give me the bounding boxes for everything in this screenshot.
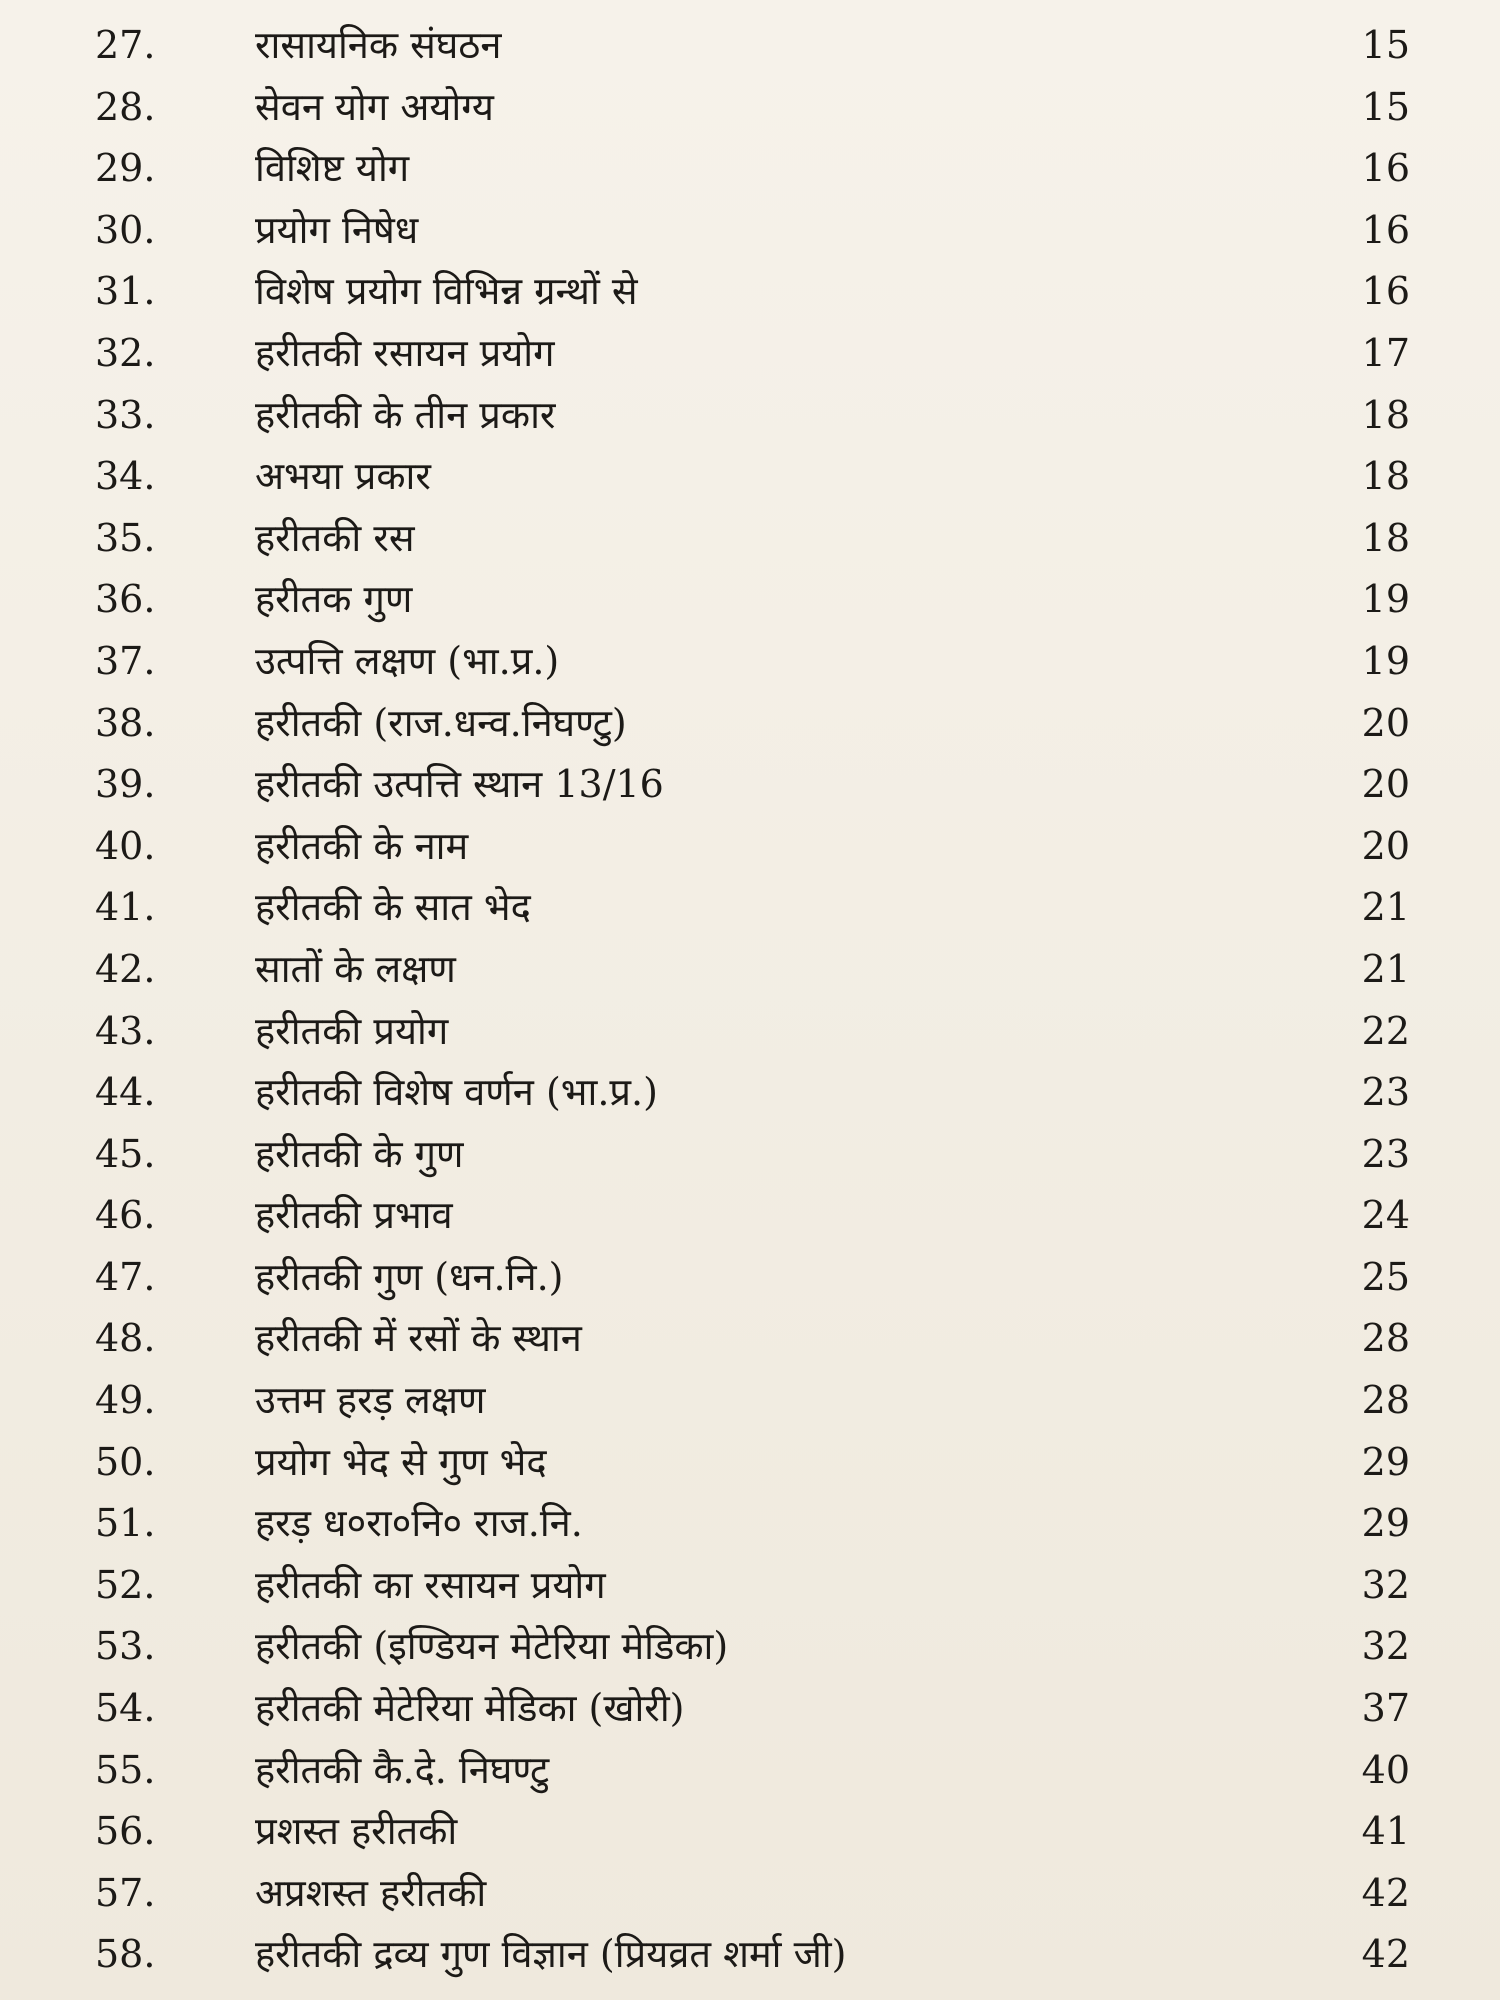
toc-row [0, 1929, 1500, 1991]
entry-number: 51. [95, 1501, 156, 1546]
entry-page: 23 [1361, 1070, 1410, 1115]
toc-row [0, 20, 1500, 82]
entry-page: 15 [1361, 84, 1410, 129]
entry-page: 41 [1361, 1809, 1410, 1854]
entry-title: विशिष्ट योग [255, 146, 410, 191]
toc-row [0, 1868, 1500, 1930]
entry-number: 46. [95, 1193, 156, 1238]
entry-number: 38. [95, 700, 156, 745]
entry-number: 39. [95, 762, 156, 807]
entry-title: हरीतकी के तीन प्रकार [255, 392, 556, 437]
entry-page: 32 [1361, 1624, 1410, 1669]
entry-title: उत्पत्ति लक्षण (भा.प्र.) [255, 638, 560, 683]
entry-page: 16 [1361, 269, 1410, 314]
entry-title: प्रशस्त हरीतकी [255, 1809, 458, 1854]
toc-row [0, 1190, 1500, 1252]
toc-row [0, 1006, 1500, 1068]
entry-title: हरीतकी (इण्डियन मेटेरिया मेडिका) [255, 1624, 729, 1669]
entry-number: 49. [95, 1378, 156, 1423]
entry-number: 42. [95, 946, 156, 991]
toc-row [0, 1375, 1500, 1437]
entry-title: हरीतकी (राज.धन्व.निघण्टु) [255, 700, 627, 745]
toc-row [0, 1683, 1500, 1745]
entry-title: हरड़ ध०रा०नि० राज.नि. [255, 1501, 583, 1546]
entry-title: प्रयोग भेद से गुण भेद [255, 1439, 547, 1484]
entry-number: 45. [95, 1131, 156, 1176]
toc-row [0, 82, 1500, 144]
entry-number: 40. [95, 823, 156, 868]
entry-title: हरीतक गुण [255, 577, 413, 622]
entry-number: 28. [95, 84, 156, 129]
entry-title: हरीतकी विशेष वर्णन (भा.प्र.) [255, 1070, 658, 1115]
entry-number: 33. [95, 392, 156, 437]
entry-page: 18 [1361, 515, 1410, 560]
entry-page: 28 [1361, 1316, 1410, 1361]
entry-number: 34. [95, 454, 156, 499]
entry-number: 58. [95, 1932, 156, 1977]
entry-page: 23 [1361, 1131, 1410, 1176]
entry-title: उत्तम हरड़ लक्षण [255, 1378, 486, 1423]
toc-row [0, 328, 1500, 390]
toc-row [0, 1252, 1500, 1314]
entry-number: 48. [95, 1316, 156, 1361]
entry-title: रासायनिक संघठन [255, 23, 502, 67]
entry-number: 54. [95, 1686, 156, 1731]
entry-title: सातों के लक्षण [255, 946, 456, 991]
toc-row [0, 513, 1500, 575]
entry-number: 43. [95, 1008, 156, 1053]
entry-page: 19 [1361, 638, 1410, 683]
toc-row [0, 451, 1500, 513]
entry-number: 41. [95, 885, 156, 930]
toc-row [0, 390, 1500, 452]
entry-page: 42 [1361, 1870, 1410, 1915]
toc-row [0, 1313, 1500, 1375]
toc-row [0, 882, 1500, 944]
entry-page: 29 [1361, 1501, 1410, 1546]
toc-row [0, 698, 1500, 760]
entry-page: 22 [1361, 1008, 1410, 1053]
entry-page: 21 [1361, 885, 1410, 930]
entry-title: प्रयोग निषेध [255, 207, 419, 252]
entry-title: हरीतकी उत्पत्ति स्थान 13/16 [255, 762, 664, 807]
entry-title: हरीतकी के सात भेद [255, 885, 531, 930]
entry-number: 44. [95, 1070, 156, 1115]
entry-number: 53. [95, 1624, 156, 1669]
toc-row [0, 205, 1500, 267]
toc-row [0, 266, 1500, 328]
toc-row [0, 1498, 1500, 1560]
entry-title: हरीतकी द्रव्य गुण विज्ञान (प्रियव्रत शर्मा जी) [255, 1932, 847, 1977]
entry-title: हरीतकी कै.दे. निघण्टु [255, 1747, 550, 1792]
entry-number: 55. [95, 1747, 156, 1792]
entry-page: 40 [1361, 1747, 1410, 1792]
entry-title: हरीतकी रसायन प्रयोग [255, 330, 555, 375]
entry-page: 20 [1361, 762, 1410, 807]
entry-title: हरीतकी का रसायन प्रयोग [255, 1562, 606, 1607]
toc-row [0, 143, 1500, 205]
entry-page: 21 [1361, 946, 1410, 991]
toc-row [0, 944, 1500, 1006]
entry-title: विशेष प्रयोग विभिन्न ग्रन्थों से [255, 269, 638, 314]
table-of-contents [0, 20, 1500, 1991]
entry-number: 29. [95, 146, 156, 191]
entry-number: 57. [95, 1870, 156, 1915]
toc-row [0, 1806, 1500, 1868]
entry-title: सेवन योग अयोग्य [255, 84, 494, 129]
toc-row [0, 574, 1500, 636]
toc-row [0, 1745, 1500, 1807]
entry-number: 52. [95, 1562, 156, 1607]
toc-row [0, 636, 1500, 698]
entry-page: 18 [1361, 454, 1410, 499]
entry-page: 24 [1361, 1193, 1410, 1238]
toc-row [0, 1437, 1500, 1499]
entry-title: हरीतकी प्रभाव [255, 1193, 453, 1238]
toc-row [0, 1129, 1500, 1191]
entry-page: 25 [1361, 1254, 1410, 1299]
entry-number: 37. [95, 638, 156, 683]
entry-number: 31. [95, 269, 156, 314]
entry-title: हरीतकी में रसों के स्थान [255, 1316, 582, 1361]
entry-page: 20 [1361, 823, 1410, 868]
entry-page: 37 [1361, 1686, 1410, 1731]
entry-page: 42 [1361, 1932, 1410, 1977]
entry-page: 20 [1361, 700, 1410, 745]
entry-page: 29 [1361, 1439, 1410, 1484]
entry-page: 28 [1361, 1378, 1410, 1423]
entry-number: 27. [95, 23, 156, 67]
entry-page: 16 [1361, 146, 1410, 191]
toc-row [0, 759, 1500, 821]
entry-title: हरीतकी के नाम [255, 823, 469, 868]
entry-page: 18 [1361, 392, 1410, 437]
entry-number: 50. [95, 1439, 156, 1484]
toc-row [0, 821, 1500, 883]
entry-title: हरीतकी रस [255, 515, 415, 560]
entry-number: 32. [95, 330, 156, 375]
entry-page: 19 [1361, 577, 1410, 622]
entry-page: 32 [1361, 1562, 1410, 1607]
entry-page: 17 [1361, 330, 1410, 375]
entry-title: हरीतकी के गुण [255, 1131, 464, 1176]
entry-title: हरीतकी प्रयोग [255, 1008, 449, 1053]
entry-number: 56. [95, 1809, 156, 1854]
entry-number: 35. [95, 515, 156, 560]
toc-row [0, 1067, 1500, 1129]
entry-title: अप्रशस्त हरीतकी [255, 1870, 487, 1915]
entry-number: 47. [95, 1254, 156, 1299]
toc-row [0, 1621, 1500, 1683]
entry-number: 36. [95, 577, 156, 622]
entry-page: 16 [1361, 207, 1410, 252]
entry-title: हरीतकी गुण (धन.नि.) [255, 1254, 564, 1299]
toc-row [0, 1560, 1500, 1622]
entry-number: 30. [95, 207, 156, 252]
entry-page: 15 [1361, 23, 1410, 67]
entry-title: अभया प्रकार [255, 454, 431, 499]
entry-title: हरीतकी मेटेरिया मेडिका (खोरी) [255, 1686, 685, 1731]
